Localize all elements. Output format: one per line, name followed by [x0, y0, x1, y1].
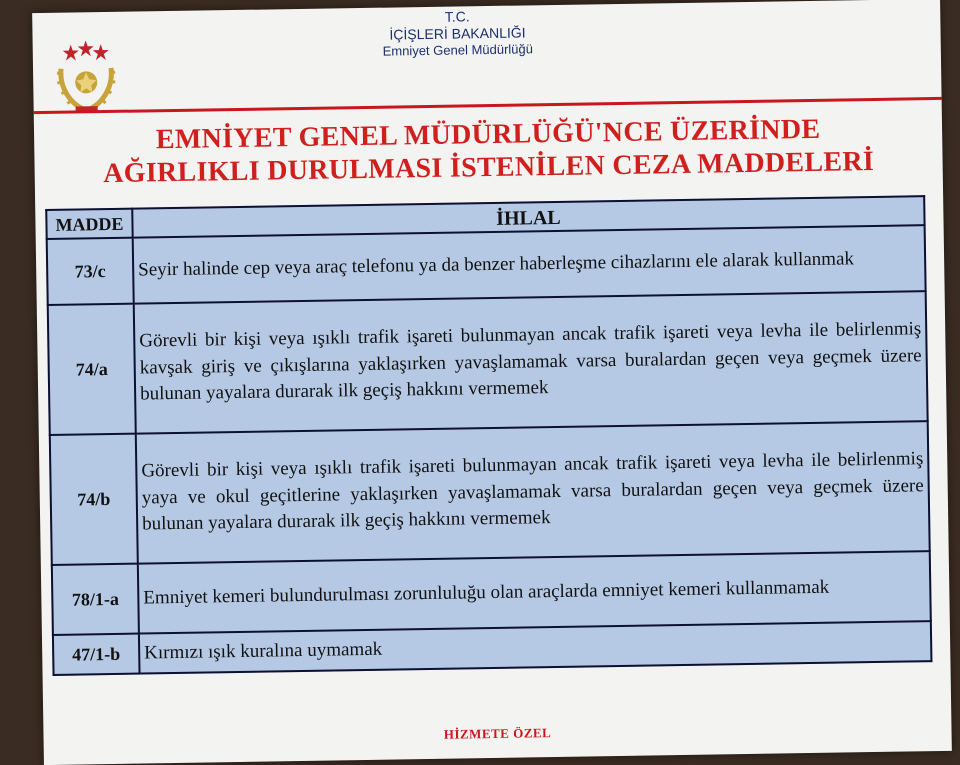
police-emblem-icon	[51, 38, 122, 119]
presentation-slide	[32, 0, 952, 765]
violation-text: Görevli bir kişi veya ışıklı trafik işareti bulunmayan ancak trafik işareti veya levha ile belirlenmiş yaya ve okul geçitlerine yaklaşırken yavaşlamamak varsa buralardan geçen veya geçmek üzere bulunan yayalara durarak ilk geçiş hakkını vermemek	[136, 421, 930, 563]
header-ministry: İÇİŞLERİ BAKANLIĞI	[389, 24, 526, 43]
article-code: 78/1-a	[52, 564, 139, 635]
slide-header	[302, 6, 613, 60]
column-header-madde: MADDE	[46, 209, 132, 239]
violation-text: Seyir halinde cep veya araç telefonu ya da benzer haberleşme cihazlarını ele alarak kullanmak	[133, 225, 926, 303]
violations-table	[45, 195, 932, 676]
table-row	[48, 291, 928, 435]
article-code: 74/b	[50, 434, 138, 565]
header-tc: T.C.	[444, 8, 470, 25]
slide-title	[34, 111, 943, 191]
violation-text: Kırmızı ışık kuralına uymamak	[139, 621, 932, 673]
article-code: 47/1-b	[53, 634, 140, 675]
article-code: 74/a	[48, 304, 136, 435]
violation-text: Emniyet kemeri bulundurulması zorunluluğu olan araçlarda emniyet kemeri kullanmamak	[138, 551, 931, 633]
title-line-2: AĞIRLIKLI DURULMASI İSTENİLEN CEZA MADDELERİ	[102, 146, 875, 190]
title-line-1: EMNİYET GENEL MÜDÜRLÜĞÜ'NCE ÜZERİNDE	[155, 113, 821, 156]
table-row	[50, 421, 930, 565]
header-directorate: Emniyet Genel Müdürlüğü	[382, 40, 534, 59]
classification-footer: HİZMETE ÖZEL	[443, 725, 552, 742]
header-divider	[34, 97, 942, 114]
column-header-ihlal: İHLAL	[132, 196, 924, 237]
violation-text: Görevli bir kişi veya ışıklı trafik işareti bulunmayan ancak trafik işareti veya levha ile belirlenmiş kavşak giriş ve çıkışlarına yaklaşırken yavaşlamamak varsa buralardan geçen veya geçmek üzere bulunan yayalara durarak ilk geçiş hakkını vermemek	[134, 291, 928, 433]
article-code: 73/c	[47, 238, 134, 305]
